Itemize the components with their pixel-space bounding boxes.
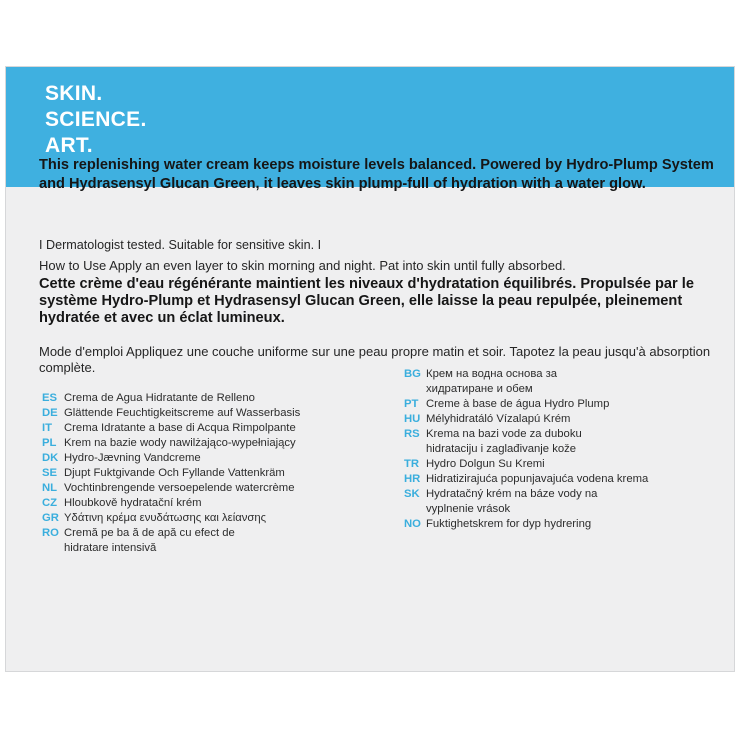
language-code: TR <box>404 458 420 470</box>
translations-right-column <box>404 367 704 532</box>
language-code <box>42 541 64 556</box>
product-name-translation: Krema na bazi vode za duboku <box>426 428 582 440</box>
product-name-translation: vyplnenie vrások <box>426 503 511 515</box>
language-code: BG <box>404 368 421 380</box>
translation-row <box>42 406 372 421</box>
language-code: PL <box>42 437 57 449</box>
language-code: DK <box>42 452 59 464</box>
english-how-to-use: How to Use Apply an even layer to skin morning and night. Pat into skin until fully absorbed. <box>39 258 566 273</box>
translation-row <box>404 427 704 442</box>
translation-row <box>42 421 372 436</box>
translation-row <box>42 466 372 481</box>
translation-row <box>42 511 372 526</box>
language-code: RO <box>42 527 59 539</box>
language-code <box>404 382 426 397</box>
product-name-translation: Crema Idratante a base di Acqua Rimpolpante <box>64 422 296 434</box>
translation-row <box>404 382 704 397</box>
language-code: RS <box>404 428 420 440</box>
brand-line-art: ART. <box>45 134 93 157</box>
translation-row <box>404 517 704 532</box>
product-name-translation: Mélyhidratáló Vízalapú Krém <box>426 413 571 425</box>
language-code: GR <box>42 512 59 524</box>
translation-row <box>404 457 704 472</box>
translations-left-column <box>42 391 372 556</box>
language-code: SK <box>404 488 420 500</box>
language-code: PT <box>404 398 419 410</box>
translation-row <box>42 496 372 511</box>
product-name-translation: Крем на водна основа за <box>426 368 558 380</box>
brand-line-skin: SKIN. <box>45 82 103 105</box>
translation-row <box>42 526 372 541</box>
product-name-translation: Hydro-Jævning Vandcreme <box>64 452 201 464</box>
product-name-translation: Hydratačný krém na báze vody na <box>426 488 598 500</box>
language-code: NL <box>42 482 58 494</box>
language-code <box>404 442 426 457</box>
product-name-translation: Vochtinbrengende versoepelende watercrème <box>64 482 295 494</box>
brand-line-science: SCIENCE. <box>45 108 147 131</box>
product-name-translation: Glättende Feuchtigkeitscreme auf Wasserbasis <box>64 407 301 419</box>
translation-row <box>42 391 372 406</box>
translation-row <box>404 412 704 427</box>
language-code: DE <box>42 407 58 419</box>
product-name-translation: Krem na bazie wody nawilżająco-wypełniający <box>64 437 296 449</box>
product-name-translation: Creme à base de água Hydro Plump <box>426 398 610 410</box>
language-code <box>404 502 426 517</box>
product-name-translation: Hydro Dolgun Su Kremi <box>426 458 545 470</box>
product-name-translation: Crema de Agua Hidratante de Relleno <box>64 392 255 404</box>
product-name-translation: Cremă pe ba ă de apă cu efect de <box>64 527 235 539</box>
product-name-translation: Hidratizirajuća popunjavajuća vodena krema <box>426 473 649 485</box>
translation-row <box>404 502 704 517</box>
translation-row <box>42 541 372 556</box>
translation-row <box>42 451 372 466</box>
product-name-translation: Hloubkově hydratační krém <box>64 497 202 509</box>
product-name-translation: хидратиране и обем <box>426 383 533 395</box>
language-code: CZ <box>42 497 58 509</box>
translation-row <box>42 481 372 496</box>
translation-row <box>404 367 704 382</box>
translation-row <box>404 487 704 502</box>
language-code: NO <box>404 518 421 530</box>
product-name-translation: hidratare intensivă <box>64 542 157 554</box>
language-code: HU <box>404 413 421 425</box>
translation-row <box>404 442 704 457</box>
product-name-translation: Υδάτινη κρέμα ενυδάτωσης και λείανσης <box>64 512 267 524</box>
brand-tagline <box>45 81 147 159</box>
french-description: Cette crème d'eau régénérante maintient les niveaux d'hydratation équilibrés. Propulsée par le système Hydro-Plump et Hydrasensyl Glucan Green, elle laisse la peau repulpée, pleinement hydratée et avec un éclat lumineux. <box>39 276 694 326</box>
translation-row <box>404 472 704 487</box>
dermatologist-note: I Dermatologist tested. Suitable for sensitive skin. I <box>39 238 322 252</box>
language-code: ES <box>42 392 58 404</box>
language-code: IT <box>42 422 53 434</box>
product-name-translation: Fuktighetskrem for dyp hydrering <box>426 518 592 530</box>
french-how-to-use: Mode d'emploi Appliquez une couche uniforme sur une peau propre matin et soir. Tapotez la peau jusqu'à absorption complète. <box>39 344 711 375</box>
language-code: HR <box>404 473 421 485</box>
translation-row <box>42 436 372 451</box>
language-code: SE <box>42 467 58 479</box>
translation-row <box>404 397 704 412</box>
english-description: This replenishing water cream keeps moisture levels balanced. Powered by Hydro-Plump System and Hydrasensyl Glucan Green, it leaves skin plump-full of hydration with a water glow. <box>39 157 714 192</box>
product-name-translation: Djupt Fuktgivande Och Fyllande Vattenkräm <box>64 467 285 479</box>
product-name-translation: hidrataciju i zaglađivanje kože <box>426 443 577 455</box>
